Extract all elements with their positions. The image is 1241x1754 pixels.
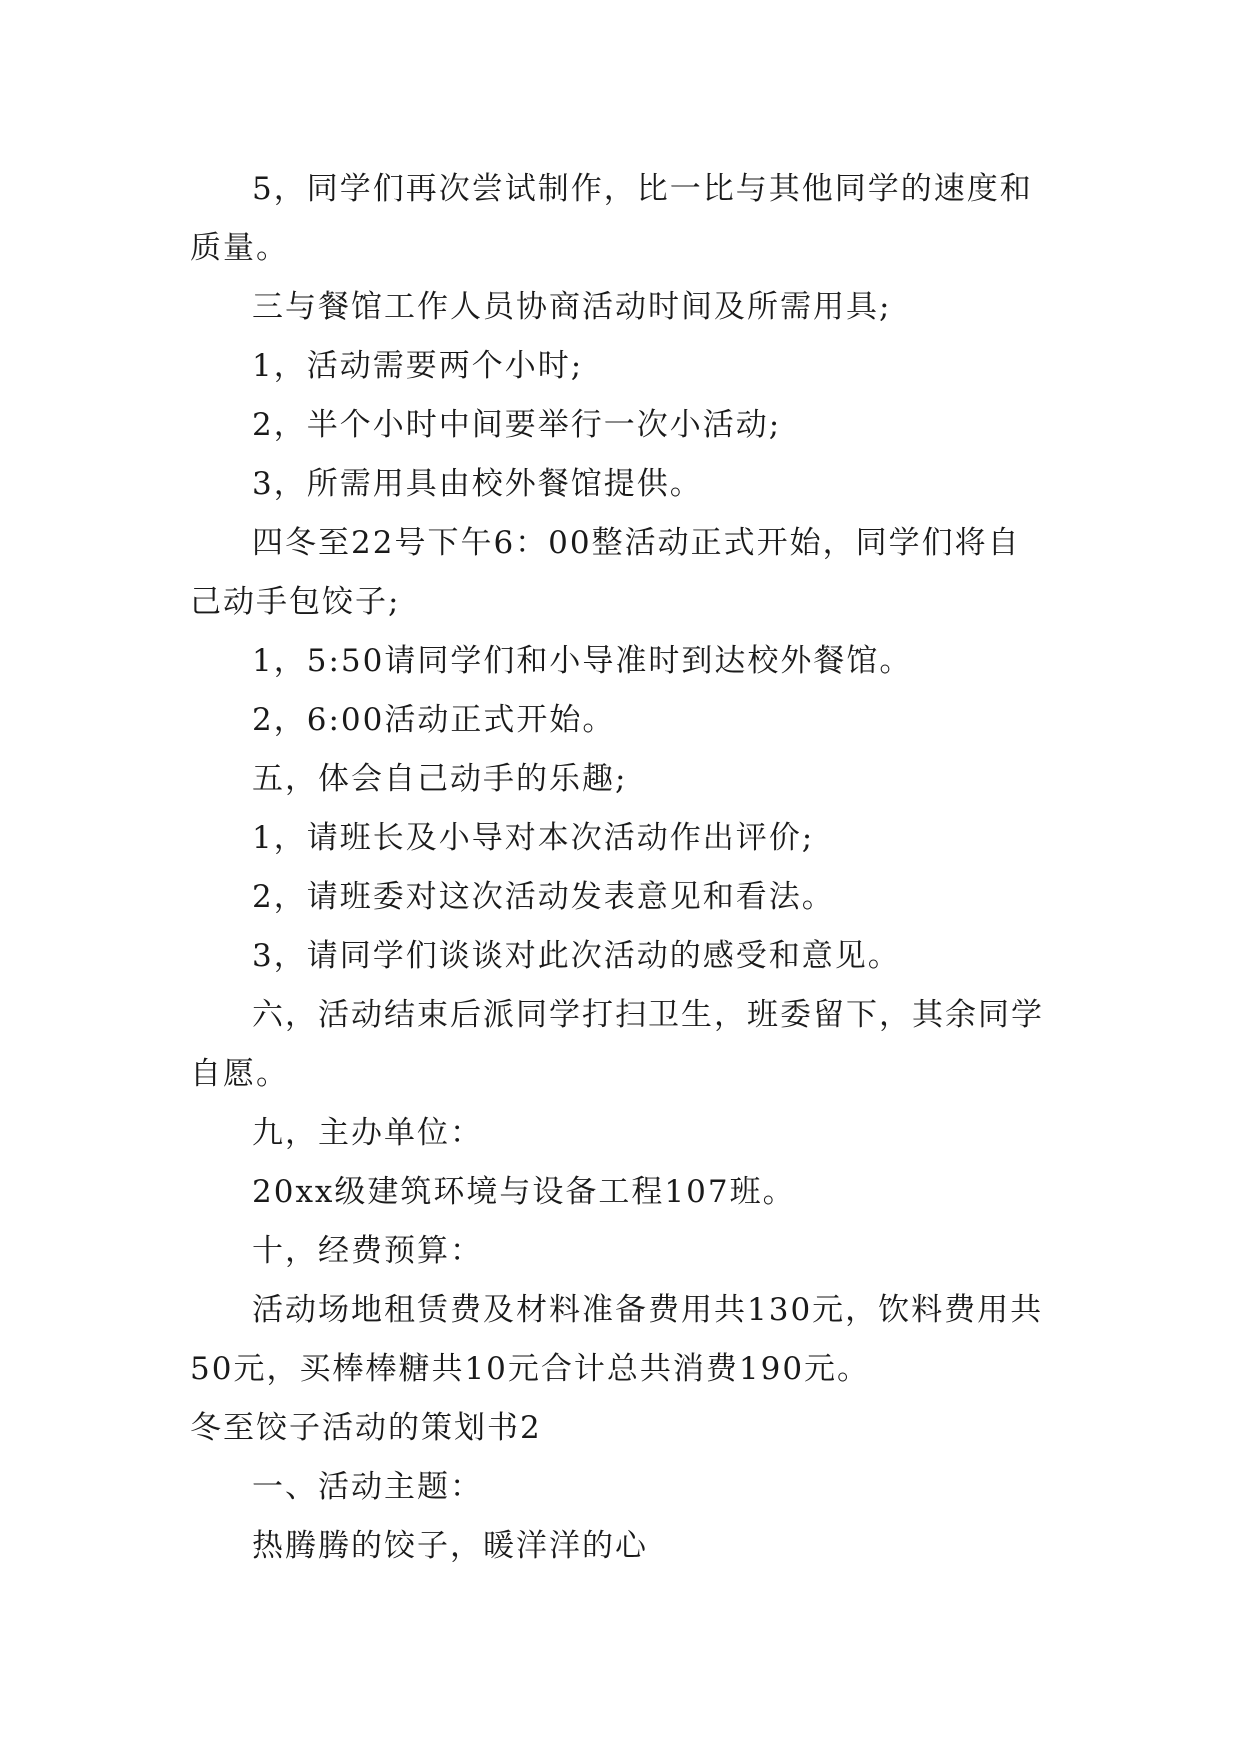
paragraph: 五，体会自己动手的乐趣; bbox=[252, 761, 628, 797]
paragraph: 一、活动主题： bbox=[252, 1469, 483, 1505]
paragraph: 2，请班委对这次活动发表意见和看法。 bbox=[252, 879, 835, 915]
paragraph: 活动场地租赁费及材料准备费用共130元，饮料费用共50元，买棒棒糖共10元合计总共消费190元。 bbox=[190, 1292, 1044, 1387]
paragraph: 九，主办单位： bbox=[252, 1115, 483, 1151]
paragraph: 十，经费预算： bbox=[252, 1233, 483, 1269]
paragraph: 1，活动需要两个小时; bbox=[252, 348, 584, 384]
paragraph: 2，6:00活动正式开始。 bbox=[252, 702, 616, 738]
paragraph: 1，请班长及小导对本次活动作出评价; bbox=[252, 820, 815, 856]
paragraph: 20xx级建筑环境与设备工程107班。 bbox=[252, 1174, 796, 1210]
document-body bbox=[190, 160, 1050, 1576]
paragraph: 四冬至22号下午6：00整活动正式开始，同学们将自己动手包饺子; bbox=[190, 525, 1021, 620]
paragraph: 3，请同学们谈谈对此次活动的感受和意见。 bbox=[252, 938, 901, 974]
paragraph: 5，同学们再次尝试制作，比一比与其他同学的速度和质量。 bbox=[190, 171, 1033, 266]
paragraph: 六，活动结束后派同学打扫卫生，班委留下，其余同学自愿。 bbox=[190, 997, 1044, 1092]
paragraph: 3，所需用具由校外餐馆提供。 bbox=[252, 466, 703, 502]
section-heading: 冬至饺子活动的策划书2 bbox=[190, 1410, 542, 1446]
paragraph: 热腾腾的饺子，暖洋洋的心 bbox=[252, 1528, 648, 1564]
paragraph: 1，5:50请同学们和小导准时到达校外餐馆。 bbox=[252, 643, 913, 679]
paragraph: 三与餐馆工作人员协商活动时间及所需用具; bbox=[252, 289, 892, 325]
paragraph: 2，半个小时中间要举行一次小活动; bbox=[252, 407, 782, 443]
